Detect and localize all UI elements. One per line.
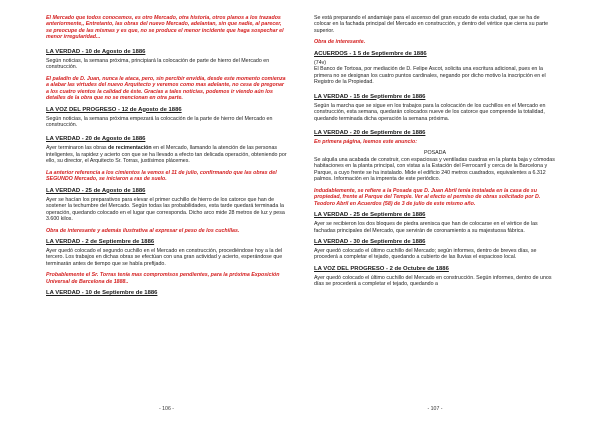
entry-body: Se está preparando el andamiaje para el ascenso del gran escudo de esta ciudad, que se ha de colocar en la fachada principal del Mercado en construcción, y dentro del vértice que cierra su parte superior. xyxy=(314,15,549,34)
entry-body: Ayer quedó colocado el último cuchillo del Mercado en construcción. Según informes, dentro de unos días se procederá a completar el tejado, quedando a xyxy=(314,274,552,288)
editor-note: Indudablemente, se refiere a la Posada que D. Juan Abril tenía instalada en la casa de su propiedad, frente al Parque del Temple. Ver al efecto el permiso de obras solicitado por D. Teodoro Abril en Acuerdos (58) de 3 de julio de este mismo año. xyxy=(314,187,541,207)
entry-heading: LA VERDAD - 25 de Agosto de 1886 xyxy=(46,187,146,194)
entry-text: en el Mercado, llamando la atención de las personas inteligentes, la rapidez y acierto con que se ha llevado a efecto tan delicada operación, obteniendo por ello, su director, el Arquitecto Sr. Torras, justísimos plácemes. xyxy=(46,145,287,165)
right-page xyxy=(300,0,600,424)
entry-body: Ayer se recibieron los dos bloques de piedra arenisca que han de colocarse en el vértice de las fachadas principales del Mercado, que servirán de coronamiento a su majestuosa fábrica. xyxy=(314,221,538,234)
editor-note: Obra de interesante y además ilustrativa al expresar el peso de los cuchillas. xyxy=(46,227,240,234)
advert-title: POSADA xyxy=(423,150,447,157)
entry-body: Ayer quedó colocado el segundo cuchillo en el Mercado en construcción, procediéndose hoy a la del tercero. Los trabajos en dichas obras se efectúan con una gran actividad y acierto, esperándose que terminarán antes de tiempo que se había prefijado. xyxy=(46,247,283,267)
intro-note: El Mercado que todos conocemos, es otro Mercado, otra historia, otros planos a los trazados anteriormente,, Entretanto, las obras del nuevo Mercado, adelantan, sin que nadie, al parecer, se preocupe de las mismas y es que, no se produce el menor incidente que haga sospechar el menor irregularidad... xyxy=(46,15,284,41)
entry-heading: LA VOZ DEL PROGRESO - 12 de Agosto de 1886 xyxy=(46,106,182,113)
entry-heading: LA VERDAD - 25 de Septiembre de 1886 xyxy=(314,212,426,219)
entry-body: Según noticias, la semana próxima empezará la colocación de la parte de hierro del Mercado en construcción. xyxy=(46,115,273,128)
entry-heading: ACUERDOS - 1 5 de Septiembre de 1886 xyxy=(314,50,427,57)
entry-body: Ayer se hacían los preparativos para elevar el primer cuchillo de hierro de los catorce que han de sostener la techumbre del Mercado. Según todas las probabilidades, esta tarde quedará terminada la operación, quedando colocado en el lugar que corresponda. Dicho arco mide 28 metros de luz y pesa 3.600 kilos. xyxy=(46,196,285,223)
entry-body: Ayer quedó colocado el último cuchillo del Mercado; según informes, dentro de breves días, se procederá a completar el tejado, quedando a cubierto de las lluvias el espacioso local. xyxy=(314,247,537,261)
editor-note: En primera página, leemos este anuncio: xyxy=(314,138,418,145)
advert-body: Se alquila una acabada de construir, con espaciosas y ventiladas cuadras en la planta baja y cómodas habitaciones en la planta principal, con vistas a la Estación del Ferrocarril y cerca de la Barcelona y Parque, a cuyo frente se ha instalado. Mide el edificio 240 metros cuadrados, equivalentes a 6.312 palmos. Información en la imprenta de este periódico. xyxy=(314,156,555,183)
page-number: - 107 - xyxy=(427,405,443,412)
entry-body: El Banco de Tortosa, por mediación de D. Felipe Ascot, solicita una escritura adicional, pues en la primera no se designan los cuatro puntos cardinales, negando por dicho motivo la inscripción en el Registro de la Propiedad. xyxy=(314,66,546,86)
entry-heading: LA VERDAD - 2 de Septiembre de 1886 xyxy=(46,238,155,245)
page-number: - 106 - xyxy=(159,405,174,412)
entry-body xyxy=(46,145,287,164)
editor-note: Probablemente el Sr. Torras tenía mas compromisos pendientes, para la próxima Exposición Universal de Barcelona de 1888.. xyxy=(46,272,280,285)
entry-ref: (74v) xyxy=(314,59,327,66)
entry-text: Ayer terminaron las obras xyxy=(46,145,109,152)
editor-note: La anterior referencia a los cimientos la vemos el 11 de julio, confirmando que las obras del SEGUNDO Mercado, se iniciaron a ras de suelo. xyxy=(46,169,277,183)
entry-heading: LA VERDAD - 20 de Septiembre de 1886 xyxy=(314,129,426,136)
entry-heading: LA VERDAD - 10 de Agosto de 1886 xyxy=(46,48,146,55)
entry-heading: LA VERDAD - 15 de Septiembre de 1886 xyxy=(314,93,426,100)
entry-body: Según la marcha que se sigue en los trabajos para la colocación de los cuchillos en el Mercado en construcción, esta semana, quedarán colocados nueve de los catorce que comprende la totalidad, quedando terminada dicha operación la semana próxima. xyxy=(314,102,546,122)
entry-body: Según noticias, la semana próxima, principiará la colocación de parte de hierro del Mercado en construcción. xyxy=(46,57,270,71)
entry-heading: LA VOZ DEL PROGRESO - 2 de Octubre de 1886 xyxy=(314,265,449,272)
editor-note: Obra de interesante. xyxy=(314,39,366,46)
entry-heading: LA VERDAD - 30 de Septiembre de 1886 xyxy=(314,238,426,245)
entry-heading: LA VERDAD - 10 de Septiembre de 1886 xyxy=(46,290,158,297)
editor-note: El paladín de D. Juan, nunca le ataca, pero, sin percibir envidia, desde este momento comienza a alabar las virtudes del nuevo Arquitecto y veremos como mas adelante, no cesa de pregonar a los cuatro vientos la calidad de éste. Gracias a tales noticias, podemos ir viendo aún los detalles de la obra que no se mencionan en otra parte. xyxy=(46,75,286,102)
entry-heading: LA VERDAD - 20 de Agosto de 1886 xyxy=(46,136,146,143)
entry-bold-text: de recimentación xyxy=(108,145,152,152)
